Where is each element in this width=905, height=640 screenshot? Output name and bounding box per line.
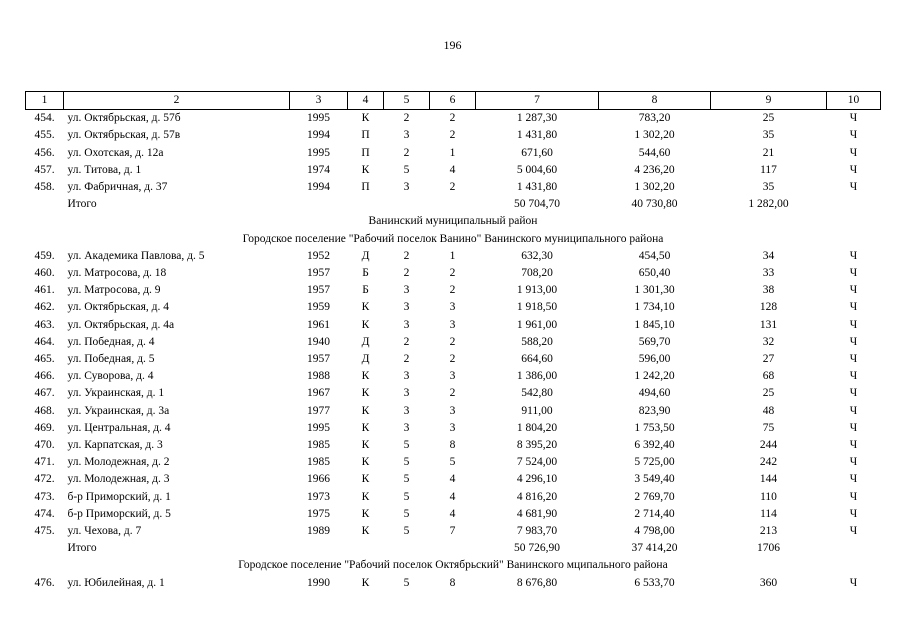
cell-col-6: 4 bbox=[449, 507, 456, 520]
total-row bbox=[26, 540, 881, 557]
cell-col-6: 3 bbox=[449, 318, 456, 331]
total-residents: 1 282,00 bbox=[748, 198, 789, 211]
cell-col-6: 2 bbox=[449, 284, 456, 297]
cell-col-3: 1994 bbox=[307, 181, 330, 194]
cell-col-7: 4 681,90 bbox=[516, 507, 558, 520]
cell-col-9: 360 bbox=[759, 576, 778, 589]
cell-col-3: 1957 bbox=[307, 353, 330, 366]
cell-col-8: 454,50 bbox=[638, 249, 671, 262]
total-area: 50 704,70 bbox=[514, 198, 560, 211]
cell-col-3: 1988 bbox=[307, 370, 330, 383]
cell-col-3: 1957 bbox=[307, 267, 330, 280]
cell-col-4: Б bbox=[362, 284, 369, 297]
cell-col-4: К bbox=[361, 576, 370, 589]
total-living-area: 40 730,80 bbox=[631, 198, 678, 211]
cell-col-5: 5 bbox=[403, 507, 410, 520]
cell-col-1: 474. bbox=[34, 507, 55, 520]
cell-col-4: К bbox=[361, 163, 370, 176]
cell-col-2: ул. Матросова, д. 18 bbox=[67, 267, 167, 280]
cell-col-5: 3 bbox=[403, 404, 410, 417]
housing-registry-table bbox=[25, 91, 881, 592]
empty-cell bbox=[384, 196, 430, 213]
cell-col-8: 494,60 bbox=[638, 387, 671, 400]
cell-col-3: 1994 bbox=[307, 129, 330, 142]
cell-col-3: 1975 bbox=[307, 507, 330, 520]
table-body bbox=[26, 110, 881, 592]
cell-col-2: ул. Фабричная, д. 37 bbox=[67, 181, 168, 194]
cell-col-1: 461. bbox=[34, 284, 55, 297]
cell-col-2: ул. Победная, д. 5 bbox=[67, 353, 155, 366]
cell-col-6: 5 bbox=[449, 456, 456, 469]
cell-col-4: К bbox=[361, 456, 370, 469]
cell-col-10: Ч bbox=[849, 525, 858, 538]
cell-col-3: 1995 bbox=[307, 146, 330, 159]
cell-col-7: 1 961,00 bbox=[516, 318, 558, 331]
cell-col-8: 4 798,00 bbox=[634, 525, 675, 538]
cell-col-8: 1 301,30 bbox=[634, 284, 675, 297]
cell-col-10: Ч bbox=[849, 456, 858, 469]
column-header-7: 7 bbox=[476, 92, 599, 110]
section-heading: Городское поселение "Рабочий поселок Ванино" Ванинского муниципального района bbox=[242, 232, 664, 245]
cell-col-1: 457. bbox=[34, 163, 55, 176]
cell-col-4: Д bbox=[361, 249, 370, 262]
cell-col-3: 1989 bbox=[307, 525, 330, 538]
table-row bbox=[26, 471, 881, 488]
cell-col-2: ул. Чехова, д. 7 bbox=[67, 525, 142, 538]
cell-col-8: 1 753,50 bbox=[634, 421, 675, 434]
section-heading: Городское поселение "Рабочий поселок Октябрьский" Ванинского мципального района bbox=[238, 559, 668, 572]
cell-col-10: Ч bbox=[849, 181, 858, 194]
cell-col-4: К bbox=[361, 370, 370, 383]
cell-col-7: 1 431,80 bbox=[516, 181, 558, 194]
cell-col-8: 4 236,20 bbox=[634, 163, 675, 176]
table-row bbox=[26, 334, 881, 351]
cell-col-4: К bbox=[361, 473, 370, 486]
cell-col-9: 34 bbox=[762, 249, 775, 262]
cell-col-5: 3 bbox=[403, 301, 410, 314]
cell-col-9: 131 bbox=[759, 318, 778, 331]
cell-col-10: Ч bbox=[849, 439, 858, 452]
cell-col-5: 3 bbox=[403, 129, 410, 142]
cell-col-3: 1995 bbox=[307, 112, 330, 125]
table-row bbox=[26, 403, 881, 420]
cell-col-8: 596,00 bbox=[638, 353, 671, 366]
table-row bbox=[26, 317, 881, 334]
cell-col-10: Ч bbox=[849, 473, 858, 486]
cell-col-10: Ч bbox=[849, 318, 858, 331]
section-heading-row bbox=[26, 557, 881, 574]
total-row bbox=[26, 196, 881, 213]
column-header-9: 9 bbox=[711, 92, 827, 110]
column-header-1: 1 bbox=[26, 92, 64, 110]
cell-col-6: 4 bbox=[449, 473, 456, 486]
cell-col-9: 110 bbox=[760, 490, 777, 503]
table-row bbox=[26, 575, 881, 592]
cell-col-7: 1 804,20 bbox=[516, 421, 558, 434]
cell-col-1: 456. bbox=[34, 146, 55, 159]
cell-col-6: 1 bbox=[449, 146, 456, 159]
cell-col-8: 1 302,20 bbox=[634, 129, 675, 142]
cell-col-5: 3 bbox=[403, 370, 410, 383]
cell-col-6: 3 bbox=[449, 370, 456, 383]
cell-col-4: Б bbox=[362, 267, 369, 280]
cell-col-9: 68 bbox=[762, 370, 775, 383]
cell-col-6: 2 bbox=[449, 387, 456, 400]
cell-col-10: Ч bbox=[849, 335, 858, 348]
table-row bbox=[26, 162, 881, 179]
cell-col-1: 468. bbox=[34, 404, 55, 417]
cell-col-4: К bbox=[361, 421, 370, 434]
cell-col-4: К bbox=[361, 112, 370, 125]
cell-col-3: 1974 bbox=[307, 163, 330, 176]
cell-col-7: 4 296,10 bbox=[516, 473, 558, 486]
cell-col-7: 7 524,00 bbox=[516, 456, 558, 469]
empty-cell bbox=[348, 540, 384, 557]
cell-col-8: 650,40 bbox=[638, 267, 671, 280]
cell-col-1: 467. bbox=[34, 387, 55, 400]
cell-col-10: Ч bbox=[849, 129, 858, 142]
section-heading-row bbox=[26, 213, 881, 230]
table-header bbox=[26, 92, 881, 110]
cell-col-9: 128 bbox=[759, 301, 778, 314]
column-header-4: 4 bbox=[348, 92, 384, 110]
cell-col-10: Ч bbox=[849, 490, 858, 503]
cell-col-10: Ч bbox=[849, 146, 858, 159]
cell-col-10: Ч bbox=[849, 370, 858, 383]
cell-col-10: Ч bbox=[849, 507, 858, 520]
column-header-6: 6 bbox=[430, 92, 476, 110]
cell-col-4: Д bbox=[361, 335, 370, 348]
column-header-2: 2 bbox=[64, 92, 290, 110]
cell-col-4: П bbox=[361, 129, 370, 142]
table-row bbox=[26, 368, 881, 385]
cell-col-4: К bbox=[361, 525, 370, 538]
cell-col-10: Ч bbox=[849, 284, 858, 297]
table-row bbox=[26, 523, 881, 540]
cell-col-9: 75 bbox=[762, 421, 775, 434]
table-row bbox=[26, 179, 881, 196]
cell-col-2: ул. Украинская, д. 1 bbox=[67, 387, 165, 400]
table-row bbox=[26, 506, 881, 523]
cell-col-9: 48 bbox=[762, 404, 775, 417]
cell-col-4: П bbox=[361, 146, 370, 159]
cell-col-10: Ч bbox=[849, 163, 858, 176]
cell-col-1: 458. bbox=[34, 181, 55, 194]
cell-col-7: 708,20 bbox=[521, 267, 553, 280]
cell-col-3: 1959 bbox=[307, 301, 330, 314]
cell-col-2: б-р Приморский, д. 1 bbox=[67, 490, 171, 503]
cell-col-2: ул. Академика Павлова, д. 5 bbox=[67, 249, 205, 262]
cell-col-4: П bbox=[361, 181, 370, 194]
cell-col-2: ул. Октябрьская, д. 4 bbox=[67, 301, 169, 314]
cell-col-5: 2 bbox=[403, 249, 410, 262]
empty-cell bbox=[26, 540, 64, 557]
cell-col-3: 1940 bbox=[307, 335, 330, 348]
table-row bbox=[26, 385, 881, 402]
cell-col-7: 1 913,00 bbox=[516, 284, 558, 297]
cell-col-5: 2 bbox=[403, 112, 410, 125]
cell-col-3: 1985 bbox=[307, 439, 330, 452]
empty-cell bbox=[348, 196, 384, 213]
table-row bbox=[26, 127, 881, 144]
cell-col-1: 475. bbox=[34, 525, 55, 538]
table-row bbox=[26, 145, 881, 162]
cell-col-8: 823,90 bbox=[638, 404, 671, 417]
cell-col-4: К bbox=[361, 318, 370, 331]
cell-col-6: 2 bbox=[449, 112, 456, 125]
cell-col-1: 472. bbox=[34, 473, 55, 486]
cell-col-6: 3 bbox=[449, 404, 456, 417]
cell-col-6: 4 bbox=[449, 163, 456, 176]
cell-col-1: 455. bbox=[34, 129, 55, 142]
total-area: 50 726,90 bbox=[514, 542, 560, 555]
cell-col-9: 35 bbox=[762, 129, 775, 142]
cell-col-7: 588,20 bbox=[521, 335, 553, 348]
cell-col-5: 5 bbox=[403, 525, 410, 538]
cell-col-3: 1966 bbox=[307, 473, 330, 486]
cell-col-8: 6 392,40 bbox=[634, 439, 675, 452]
cell-col-1: 464. bbox=[34, 335, 55, 348]
total-residents: 1706 bbox=[757, 542, 780, 555]
cell-col-7: 1 287,30 bbox=[516, 112, 558, 125]
cell-col-5: 5 bbox=[403, 163, 410, 176]
table-row bbox=[26, 454, 881, 471]
table-row bbox=[26, 420, 881, 437]
cell-col-4: К bbox=[361, 439, 370, 452]
cell-col-5: 5 bbox=[403, 576, 410, 589]
cell-col-10: Ч bbox=[849, 301, 858, 314]
cell-col-6: 8 bbox=[449, 576, 456, 589]
cell-col-7: 911,00 bbox=[521, 404, 553, 417]
cell-col-5: 5 bbox=[403, 456, 410, 469]
cell-col-2: ул. Победная, д. 4 bbox=[67, 335, 155, 348]
cell-col-2: ул. Юбилейная, д. 1 bbox=[67, 576, 165, 589]
cell-col-6: 3 bbox=[449, 301, 456, 314]
cell-col-4: К bbox=[361, 404, 370, 417]
total-living-area: 37 414,20 bbox=[631, 542, 678, 555]
cell-col-6: 4 bbox=[449, 490, 456, 503]
cell-col-5: 2 bbox=[403, 267, 410, 280]
cell-col-9: 244 bbox=[759, 439, 778, 452]
cell-col-10: Ч bbox=[849, 421, 858, 434]
cell-col-2: ул. Октябрьская, д. 57б bbox=[67, 112, 181, 125]
empty-cell bbox=[26, 196, 64, 213]
cell-col-9: 144 bbox=[759, 473, 778, 486]
cell-col-1: 463. bbox=[34, 318, 55, 331]
table-row bbox=[26, 248, 881, 265]
cell-col-2: ул. Титова, д. 1 bbox=[67, 163, 142, 176]
cell-col-6: 1 bbox=[449, 249, 456, 262]
cell-col-7: 664,60 bbox=[521, 353, 553, 366]
cell-col-8: 569,70 bbox=[638, 335, 671, 348]
cell-col-1: 469. bbox=[34, 421, 55, 434]
empty-cell bbox=[430, 196, 476, 213]
cell-col-8: 6 533,70 bbox=[634, 576, 675, 589]
cell-col-7: 1 431,80 bbox=[516, 129, 558, 142]
table-row bbox=[26, 110, 881, 128]
cell-col-3: 1961 bbox=[307, 318, 330, 331]
cell-col-9: 213 bbox=[759, 525, 778, 538]
cell-col-4: К bbox=[361, 301, 370, 314]
cell-col-9: 33 bbox=[762, 267, 775, 280]
cell-col-1: 462. bbox=[34, 301, 55, 314]
cell-col-5: 5 bbox=[403, 473, 410, 486]
cell-col-5: 3 bbox=[403, 318, 410, 331]
cell-col-8: 1 734,10 bbox=[634, 301, 675, 314]
table-row bbox=[26, 265, 881, 282]
cell-col-7: 8 676,80 bbox=[516, 576, 558, 589]
cell-col-1: 476. bbox=[34, 576, 55, 589]
section-heading: Ванинский муниципальный район bbox=[368, 215, 538, 228]
cell-col-8: 1 302,20 bbox=[634, 181, 675, 194]
cell-col-1: 465. bbox=[34, 353, 55, 366]
total-label: Итого bbox=[67, 542, 97, 555]
cell-col-6: 2 bbox=[449, 267, 456, 280]
cell-col-5: 2 bbox=[403, 353, 410, 366]
cell-col-8: 5 725,00 bbox=[634, 456, 675, 469]
cell-col-1: 459. bbox=[34, 249, 55, 262]
cell-col-6: 2 bbox=[449, 335, 456, 348]
cell-col-3: 1957 bbox=[307, 284, 330, 297]
empty-cell bbox=[290, 196, 348, 213]
cell-col-1: 466. bbox=[34, 370, 55, 383]
page-number: 196 bbox=[443, 38, 462, 52]
cell-col-6: 8 bbox=[449, 439, 456, 452]
cell-col-8: 3 549,40 bbox=[634, 473, 675, 486]
cell-col-4: К bbox=[361, 387, 370, 400]
cell-col-10: Ч bbox=[849, 404, 858, 417]
cell-col-1: 454. bbox=[34, 112, 55, 125]
cell-col-6: 7 bbox=[449, 525, 456, 538]
cell-col-7: 542,80 bbox=[521, 387, 553, 400]
cell-col-9: 25 bbox=[762, 387, 775, 400]
cell-col-4: К bbox=[361, 507, 370, 520]
cell-col-7: 7 983,70 bbox=[516, 525, 558, 538]
cell-col-8: 544,60 bbox=[638, 146, 671, 159]
cell-col-2: ул. Охотская, д. 12а bbox=[67, 146, 164, 159]
table-row bbox=[26, 489, 881, 506]
cell-col-3: 1977 bbox=[307, 404, 330, 417]
cell-col-5: 3 bbox=[403, 284, 410, 297]
cell-col-5: 3 bbox=[403, 387, 410, 400]
table-row bbox=[26, 299, 881, 316]
cell-col-7: 5 004,60 bbox=[516, 163, 558, 176]
cell-col-1: 473. bbox=[34, 490, 55, 503]
cell-col-2: ул. Украинская, д. 3а bbox=[67, 404, 170, 417]
column-header-8: 8 bbox=[599, 92, 711, 110]
cell-col-1: 471. bbox=[34, 456, 55, 469]
cell-col-1: 470. bbox=[34, 439, 55, 452]
cell-col-9: 117 bbox=[760, 163, 777, 176]
cell-col-5: 2 bbox=[403, 335, 410, 348]
cell-col-9: 25 bbox=[762, 112, 775, 125]
cell-col-5: 5 bbox=[403, 490, 410, 503]
cell-col-7: 671,60 bbox=[521, 146, 553, 159]
cell-col-8: 1 845,10 bbox=[634, 318, 675, 331]
cell-col-7: 4 816,20 bbox=[516, 490, 558, 503]
cell-col-3: 1967 bbox=[307, 387, 330, 400]
cell-col-2: ул. Матросова, д. 9 bbox=[67, 284, 161, 297]
cell-col-10: Ч bbox=[849, 267, 858, 280]
cell-col-10: Ч bbox=[849, 249, 858, 262]
empty-cell bbox=[290, 540, 348, 557]
header-row bbox=[26, 92, 881, 110]
cell-col-9: 114 bbox=[760, 507, 777, 520]
cell-col-3: 1985 bbox=[307, 456, 330, 469]
cell-col-7: 1 918,50 bbox=[516, 301, 558, 314]
cell-col-8: 2 714,40 bbox=[634, 507, 675, 520]
cell-col-5: 5 bbox=[403, 439, 410, 452]
cell-col-4: Д bbox=[361, 353, 370, 366]
cell-col-2: ул. Октябрьская, д. 57в bbox=[67, 129, 181, 142]
cell-col-10: Ч bbox=[849, 112, 858, 125]
table-row bbox=[26, 351, 881, 368]
cell-col-5: 2 bbox=[403, 146, 410, 159]
cell-col-9: 27 bbox=[762, 353, 775, 366]
total-label: Итого bbox=[67, 198, 97, 211]
cell-col-2: б-р Приморский, д. 5 bbox=[67, 507, 171, 520]
cell-col-9: 38 bbox=[762, 284, 775, 297]
table-row bbox=[26, 282, 881, 299]
cell-col-5: 3 bbox=[403, 181, 410, 194]
empty-cell bbox=[827, 540, 881, 557]
cell-col-3: 1995 bbox=[307, 421, 330, 434]
cell-col-1: 460. bbox=[34, 267, 55, 280]
cell-col-7: 8 395,20 bbox=[516, 439, 558, 452]
cell-col-3: 1952 bbox=[307, 249, 330, 262]
column-header-5: 5 bbox=[384, 92, 430, 110]
cell-col-9: 242 bbox=[759, 456, 778, 469]
cell-col-6: 2 bbox=[449, 353, 456, 366]
cell-col-8: 783,20 bbox=[638, 112, 671, 125]
cell-col-2: ул. Молодежная, д. 2 bbox=[67, 456, 170, 469]
cell-col-3: 1973 bbox=[307, 490, 330, 503]
column-header-10: 10 bbox=[827, 92, 881, 110]
cell-col-3: 1990 bbox=[307, 576, 330, 589]
cell-col-2: ул. Октябрьская, д. 4а bbox=[67, 318, 175, 331]
cell-col-8: 2 769,70 bbox=[634, 490, 675, 503]
cell-col-9: 32 bbox=[762, 335, 775, 348]
empty-cell bbox=[827, 196, 881, 213]
cell-col-7: 632,30 bbox=[521, 249, 553, 262]
cell-col-7: 1 386,00 bbox=[516, 370, 558, 383]
column-header-3: 3 bbox=[290, 92, 348, 110]
cell-col-9: 35 bbox=[762, 181, 775, 194]
table-row bbox=[26, 437, 881, 454]
cell-col-5: 3 bbox=[403, 421, 410, 434]
cell-col-2: ул. Молодежная, д. 3 bbox=[67, 473, 170, 486]
cell-col-2: ул. Центральная, д. 4 bbox=[67, 421, 171, 434]
empty-cell bbox=[430, 540, 476, 557]
cell-col-10: Ч bbox=[849, 387, 858, 400]
cell-col-8: 1 242,20 bbox=[634, 370, 675, 383]
cell-col-2: ул. Карпатская, д. 3 bbox=[67, 439, 163, 452]
empty-cell bbox=[384, 540, 430, 557]
cell-col-10: Ч bbox=[849, 576, 858, 589]
cell-col-9: 21 bbox=[762, 146, 775, 159]
cell-col-4: К bbox=[361, 490, 370, 503]
cell-col-10: Ч bbox=[849, 353, 858, 366]
cell-col-6: 2 bbox=[449, 129, 456, 142]
cell-col-6: 2 bbox=[449, 181, 456, 194]
section-heading-row bbox=[26, 231, 881, 248]
cell-col-2: ул. Суворова, д. 4 bbox=[67, 370, 154, 383]
cell-col-6: 3 bbox=[449, 421, 456, 434]
